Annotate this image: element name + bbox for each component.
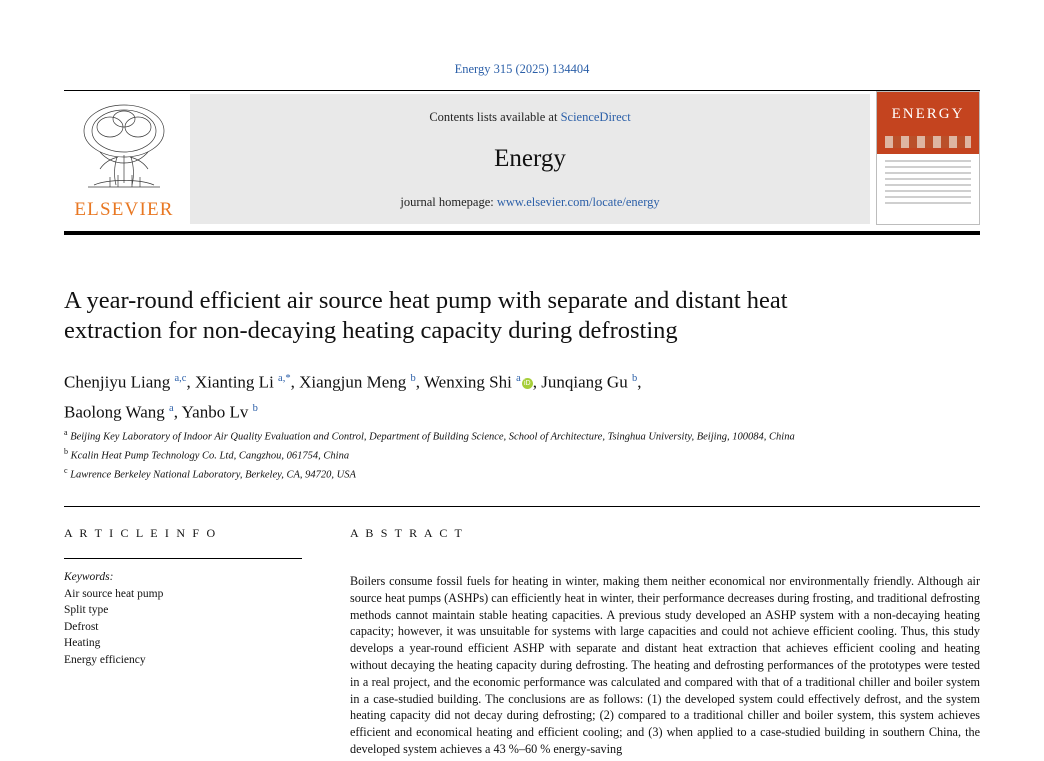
article-info-rule (64, 558, 302, 559)
keywords-block (64, 569, 302, 668)
author-7-affil[interactable]: b (252, 402, 258, 414)
author-list (64, 366, 924, 425)
journal-homepage-link[interactable]: www.elsevier.com/locate/energy (496, 195, 660, 209)
homepage-line (400, 195, 659, 210)
affiliation-list (64, 426, 864, 483)
affiliation-b-text: Kcalin Heat Pump Technology Co. Ltd, Cangzhou, 061754, China (70, 450, 350, 462)
author-6-affil[interactable]: a (169, 402, 174, 414)
affiliation-c-mark: c (64, 466, 68, 475)
section-divider (64, 506, 980, 507)
journal-masthead (64, 90, 980, 230)
author-1-affil[interactable]: a,c (174, 373, 187, 384)
cover-stripe (885, 136, 971, 148)
sciencedirect-link[interactable]: ScienceDirect (560, 110, 631, 124)
elsevier-logo (64, 91, 184, 229)
keyword-item: Split type (64, 604, 109, 616)
elsevier-wordmark: ELSEVIER (74, 199, 174, 220)
orcid-icon[interactable]: iD (522, 378, 533, 389)
author-7: , Yanbo Lv (173, 402, 253, 422)
article-info-column (64, 526, 302, 668)
abstract-column (350, 526, 980, 758)
affiliation-b-mark: b (64, 447, 68, 456)
journal-name: Energy (494, 145, 566, 172)
author-2: , Xianting Li (186, 372, 279, 392)
running-head: Energy 315 (2025) 134404 (454, 62, 590, 76)
cover-title: ENERGY (891, 106, 965, 122)
contents-line (429, 110, 630, 125)
page-title: A year-round efficient air source heat pump with separate and distant heat extraction for non-decaying heating capacity during defrosting (64, 287, 788, 344)
author-2-affil[interactable]: a,* (278, 373, 291, 384)
keyword-item: Heating (64, 637, 101, 649)
abstract-heading: A B S T R A C T (350, 526, 465, 540)
affiliation-a-mark: a (64, 428, 68, 437)
author-3-affil[interactable]: b (410, 373, 416, 384)
abstract-text: Boilers consume fossil fuels for heating in winter, making them neither economical nor environmentally friendly. Although air source heat pumps (ASHPs) can efficiently heat in winter, their performance decreases during frosting, and traditional defrosting methods cannot maintain stable heating capacities. A previous study developed an ASHP system with a non-decaying heating capacity; however, it was unsuitable for systems with large capacities and could not achieve efficient cooling. Thus, this study develops a year-round efficient ASHP with separate and distant heat extraction that achieves efficient cooling and heating without decaying the heating capacity during defrosting. The heating and defrosting performances of the prototypes were tested in a real project, and the economic performance was calculated and compared with that of a traditional chiller and boiler system in a case-studied building. The conclusions are as follows: (1) the developed system could effectively defrost, and the system heating capacity did not decay during defrosting; (2) compared to a traditional chiller and boiler system, this system achieves efficient and economical heating and efficient cooling; and (3) when applied to a case-studied building in southern China, the developed system achieves a 43 %–60 % energy-saving (350, 574, 980, 756)
keyword-item: Energy efficiency (64, 653, 146, 666)
article-info-heading: A R T I C L E I N F O (64, 526, 218, 540)
cover-text-lines (877, 154, 979, 214)
journal-cover-thumbnail[interactable] (876, 91, 980, 225)
contents-prefix: Contents lists available at (429, 110, 561, 124)
author-5-affil[interactable]: b (631, 373, 638, 384)
keyword-item: Defrost (64, 620, 99, 633)
affiliation-c (64, 464, 864, 483)
author-3: , Xiangjun Meng (290, 372, 411, 392)
affiliation-a-text: Beijing Key Laboratory of Indoor Air Quality Evaluation and Control, Department of Building Science, School of Architecture, Tsinghua University, Beijing, 100084, China (70, 431, 795, 443)
affiliation-c-text: Lawrence Berkeley National Laboratory, Berkeley, CA, 94720, USA (70, 469, 356, 481)
affiliation-a (64, 426, 864, 445)
keywords-label: Keywords: (64, 571, 114, 583)
author-5: , Junqiang Gu (532, 372, 632, 392)
masthead-bottom-rule (64, 231, 980, 235)
author-6: Baolong Wang (64, 402, 170, 422)
keyword-item: Air source heat pump (64, 587, 164, 600)
author-4: , Wenxing Shi (415, 372, 517, 392)
elsevier-tree-icon (70, 97, 178, 197)
author-1: Chenjiyu Liang (64, 372, 175, 392)
author-4-affil[interactable]: a (516, 373, 521, 384)
affiliation-b (64, 445, 864, 464)
journal-band (190, 94, 870, 224)
cover-top-band (877, 92, 979, 154)
author-line1-end: , (637, 372, 642, 392)
homepage-prefix: journal homepage: (400, 195, 497, 209)
